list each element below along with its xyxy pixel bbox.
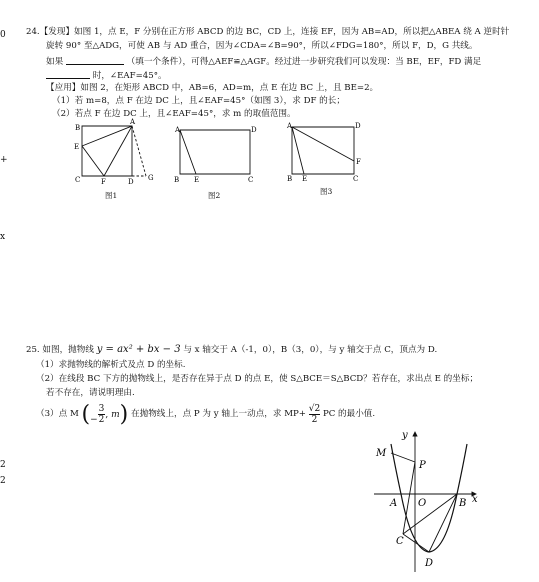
fig3-label-d: D bbox=[355, 122, 361, 130]
fig2-label-c: C bbox=[248, 176, 254, 184]
q24-line-2: 旋转 90° 至△ADG，可使 AB 与 AD 重合，因为∠CDA=∠B=90°，所以∠FDG=180°，所以 F，D，G 共线。 bbox=[46, 41, 478, 51]
margin-glyph: 0 bbox=[0, 30, 6, 40]
q24-line-1: 24.【发现】如图 1，点 E，F 分别在正方形 ABCD 的边 BC，CD 上，连接 EF，因为 AB=AD，所以把△ABEA 绕 A 逆时针 bbox=[26, 27, 510, 37]
point-m-coordinates: (− $\frac{3}{2}$ , m) bbox=[81, 402, 129, 427]
q24-line-4-text: 时，∠EAF=45°。 bbox=[92, 71, 167, 81]
graph-label-m: M bbox=[376, 448, 387, 459]
fig1-label-d: D bbox=[128, 178, 134, 186]
q25-line-4: 若不存在，请说明理由. bbox=[46, 388, 135, 398]
q24-line-6: （1）若 m=8，点 F 在边 DC 上，且∠EAF=45°（如图 3），求 DF 的长； bbox=[52, 96, 345, 106]
fig2-label-b: B bbox=[174, 176, 180, 184]
m-coordinate-y: m bbox=[111, 410, 120, 420]
sqrt2-over-2 bbox=[309, 404, 320, 425]
parabola-formula: y = ax² + bx − 3 bbox=[96, 344, 181, 355]
graph-label-x: x bbox=[472, 494, 478, 505]
fig2-label-a: A bbox=[175, 126, 181, 134]
graph-label-c: C bbox=[396, 536, 404, 547]
q25-line-2: （1）求抛物线的解析式及点 D 的坐标. bbox=[36, 360, 186, 370]
figure-2-caption: 图2 bbox=[208, 191, 221, 200]
m-frac-numerator: 3 bbox=[98, 404, 105, 414]
q25-line-1-end: 与 x 轴交于 A（-1，0），B（3，0），与 y 轴交于点 C，顶点为 D. bbox=[183, 345, 438, 355]
q24-line-4 bbox=[46, 69, 167, 82]
fig1-label-b: B bbox=[75, 124, 81, 132]
fig3-label-b: B bbox=[287, 175, 293, 183]
graph-label-o: O bbox=[418, 498, 427, 509]
fig1-label-a: A bbox=[130, 118, 136, 126]
margin-glyph: x bbox=[0, 232, 6, 242]
m-frac-denominator: 2 bbox=[98, 415, 105, 425]
fig3-label-a: A bbox=[287, 122, 293, 130]
q25-line-5-end: PC 的最小值. bbox=[322, 409, 376, 419]
q25-line-1-start: 25. 如图，抛物线 bbox=[26, 345, 94, 355]
figure-2 bbox=[170, 122, 260, 184]
fig3-label-c: C bbox=[353, 175, 359, 183]
answer-blank bbox=[66, 55, 124, 65]
fig2-label-d: D bbox=[251, 126, 257, 134]
fig1-label-g: G bbox=[148, 174, 154, 182]
figure-1 bbox=[70, 118, 160, 190]
graph-label-b: B bbox=[459, 498, 467, 509]
figure-1-caption: 图1 bbox=[105, 191, 118, 200]
fig1-label-f: F bbox=[101, 178, 106, 186]
fig1-label-c: C bbox=[75, 176, 81, 184]
q24-line-5: 【应用】如图 2，在矩形 ABCD 中，AB=6，AD=m，点 E 在边 BC 上，且 BE=2。 bbox=[46, 83, 379, 93]
fig3-label-f: F bbox=[356, 158, 361, 166]
graph-label-d: D bbox=[425, 558, 434, 569]
parabola-graph bbox=[368, 426, 484, 576]
q24-line-7: （2）若点 F 在边 DC 上，且∠EAF=45°，求 m 的取值范围。 bbox=[52, 109, 296, 119]
figure-3-caption: 图3 bbox=[320, 187, 333, 196]
q25-line-1 bbox=[26, 344, 437, 356]
fig2-label-e: E bbox=[194, 176, 200, 184]
figure-3 bbox=[282, 118, 368, 184]
graph-label-p: P bbox=[419, 460, 426, 471]
margin-glyph: + bbox=[0, 155, 8, 165]
sqrt-denominator: 2 bbox=[311, 415, 318, 425]
q25-line-5 bbox=[36, 404, 375, 432]
q24-line-3 bbox=[46, 55, 481, 68]
q24-line-3-start: 如果 bbox=[46, 57, 64, 67]
q24-line-3-end: （填一个条件），可得△AEF≌△AGF。经过进一步研究我们可以发现：当 BE，EF，FD 满足 bbox=[126, 57, 482, 67]
q25-line-5-middle: 在抛物线上，点 P 为 y 轴上一动点，求 MP+ bbox=[131, 409, 306, 419]
answer-blank bbox=[46, 69, 90, 79]
margin-glyph: 2 bbox=[0, 476, 6, 486]
q25-line-5-start: （3）点 M bbox=[36, 409, 79, 419]
fig1-label-e: E bbox=[74, 143, 80, 151]
fig3-label-e: E bbox=[302, 175, 308, 183]
graph-label-y: y bbox=[402, 430, 408, 441]
q25-line-3: （2）在线段 BC 下方的抛物线上，是否存在异于点 D 的点 E，使 S△BCE＝S△BCD？若存在，求出点 E 的坐标； bbox=[36, 374, 479, 384]
sqrt-numerator: √2 bbox=[308, 404, 321, 414]
margin-glyph: 2 bbox=[0, 460, 6, 470]
graph-label-a: A bbox=[390, 498, 398, 509]
